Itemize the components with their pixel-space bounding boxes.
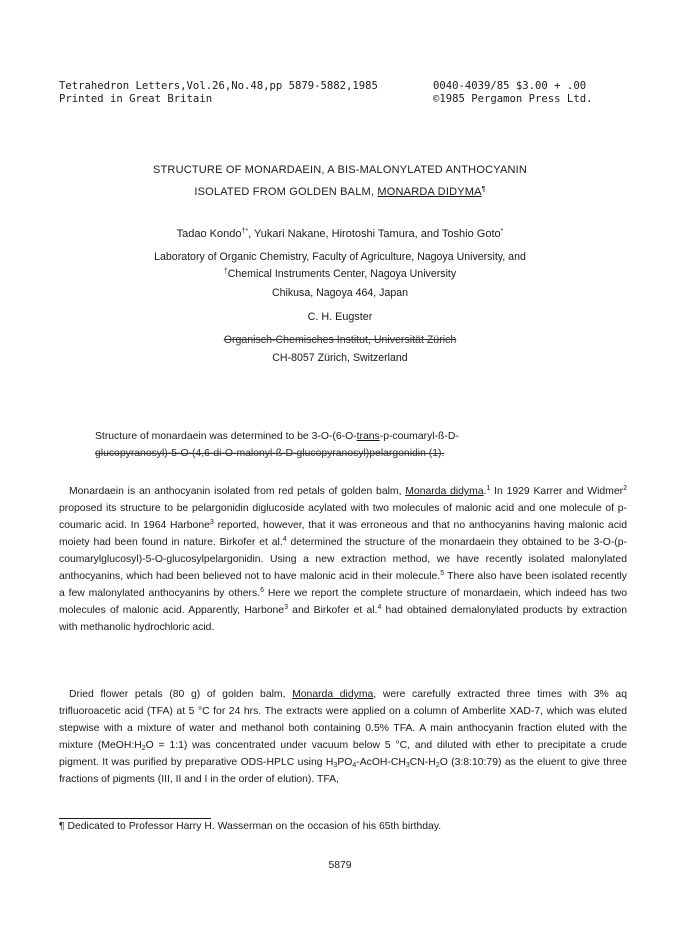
abstract-line-2: glucopyranosyl)-5-O-(4,6-di-O-malonyl-ß-D-glucopyranosyl)pelargonidin (1). bbox=[95, 448, 445, 459]
footnote-rule bbox=[59, 818, 211, 819]
affiliation-zurich: Organisch-Chemisches Institut, Universität Zürich bbox=[223, 334, 457, 346]
paragraph-isolation: Dried flower petals (80 g) of golden balm, Monarda didyma, were carefully extracted three times with 3% aq trifluoroacetic acid (TFA) at 5 °C for 24 hrs. The extracts were applied on a column of Amberlite XAD-7, which was eluted stepwise with a mixture of water and methanol both containing 0.5% TFA. A main anthocyanin fraction eluted with the mixture ($MeOH:H_2O$ = 1:1) was concentrated under vacuum below 5 °C, and diluted with ether to precipitate a crude pigment. It was purified by preparative ODS-HPLC using $H_3PO_4-AcOH-CH_3CN-H_2O$ (3:8:10:79) as the eluent to give three fractions of pigments (III, II and I in the order of elution). TFA, bbox=[59, 689, 627, 785]
page-number: 5879 bbox=[328, 860, 352, 871]
paragraph-introduction: Monardaein is an anthocyanin isolated from red petals of golden balm, Monarda didyma.$^1$ In 1929 Karrer and Widmer$^2$ proposed its structure to be pelargonidin diglucoside acylated with two molecules of malonic acid and one molecule of p-coumaric acid. In 1964 Harbone$^3$ reported, however, that it was erroneous and that no anthocyanins having malonic acid moiety had been found in nature. Birkofer et al.$^4$ determined the structure of the monardaein they obtained to be 3-O-(p-coumarylglucosyl)-5-O-glucosylpelargonidin. Using a new extraction method, we have recently isolated malonylated anthocyanins, which had been believed not to have malonic acid in their molecule.$^5$ There also have been isolated recently a few malonylated anthocyanins by others.$^6$ Here we report the complete structure of monardaein, which indeed has two molecules of malonic acid. Apparently, Harbone$^3$ and Birkofer et al.$^4$ had obtained demalonylated products by extraction with methanolic hydrochloric acid. bbox=[59, 485, 628, 633]
printed-in: Printed in Great Britain bbox=[59, 93, 213, 105]
author-list: Tadao Kondo†*, Yukari Nakane, Hirotoshi Tamura, and Toshio Goto* bbox=[176, 228, 504, 240]
affiliation-1: Laboratory of Organic Chemistry, Faculty of Agriculture, Nagoya University, and bbox=[154, 251, 526, 263]
author-eugster: C. H. Eugster bbox=[307, 311, 373, 323]
affiliation-2: †Chemical Instruments Center, Nagoya University bbox=[223, 268, 457, 280]
affiliation-zurich-address: CH-8057 Zürich, Switzerland bbox=[272, 352, 408, 364]
footnote: ¶ Dedicated to Professor Harry H. Wasserman on the occasion of his 65th birthday. bbox=[59, 821, 442, 832]
copyright: ©1985 Pergamon Press Ltd. bbox=[433, 93, 593, 105]
abstract-line-1: Structure of monardaein was determined to be 3-O-(6-O-trans-p-coumaryl-ß-D- bbox=[95, 431, 459, 442]
title-line-2: ISOLATED FROM GOLDEN BALM, MONARDA DIDYMA¶ bbox=[194, 186, 486, 198]
issn-price: 0040-4039/85 $3.00 + .00 bbox=[433, 80, 587, 92]
journal-citation: Tetrahedron Letters,Vol.26,No.48,pp 5879-5882,1985 bbox=[59, 80, 378, 92]
title-line-1: STRUCTURE OF MONARDAEIN, A BIS-MALONYLATED ANTHOCYANIN bbox=[152, 164, 528, 176]
title-species: MONARDA DIDYMA bbox=[377, 186, 482, 198]
affiliation-3: Chikusa, Nagoya 464, Japan bbox=[271, 287, 409, 299]
